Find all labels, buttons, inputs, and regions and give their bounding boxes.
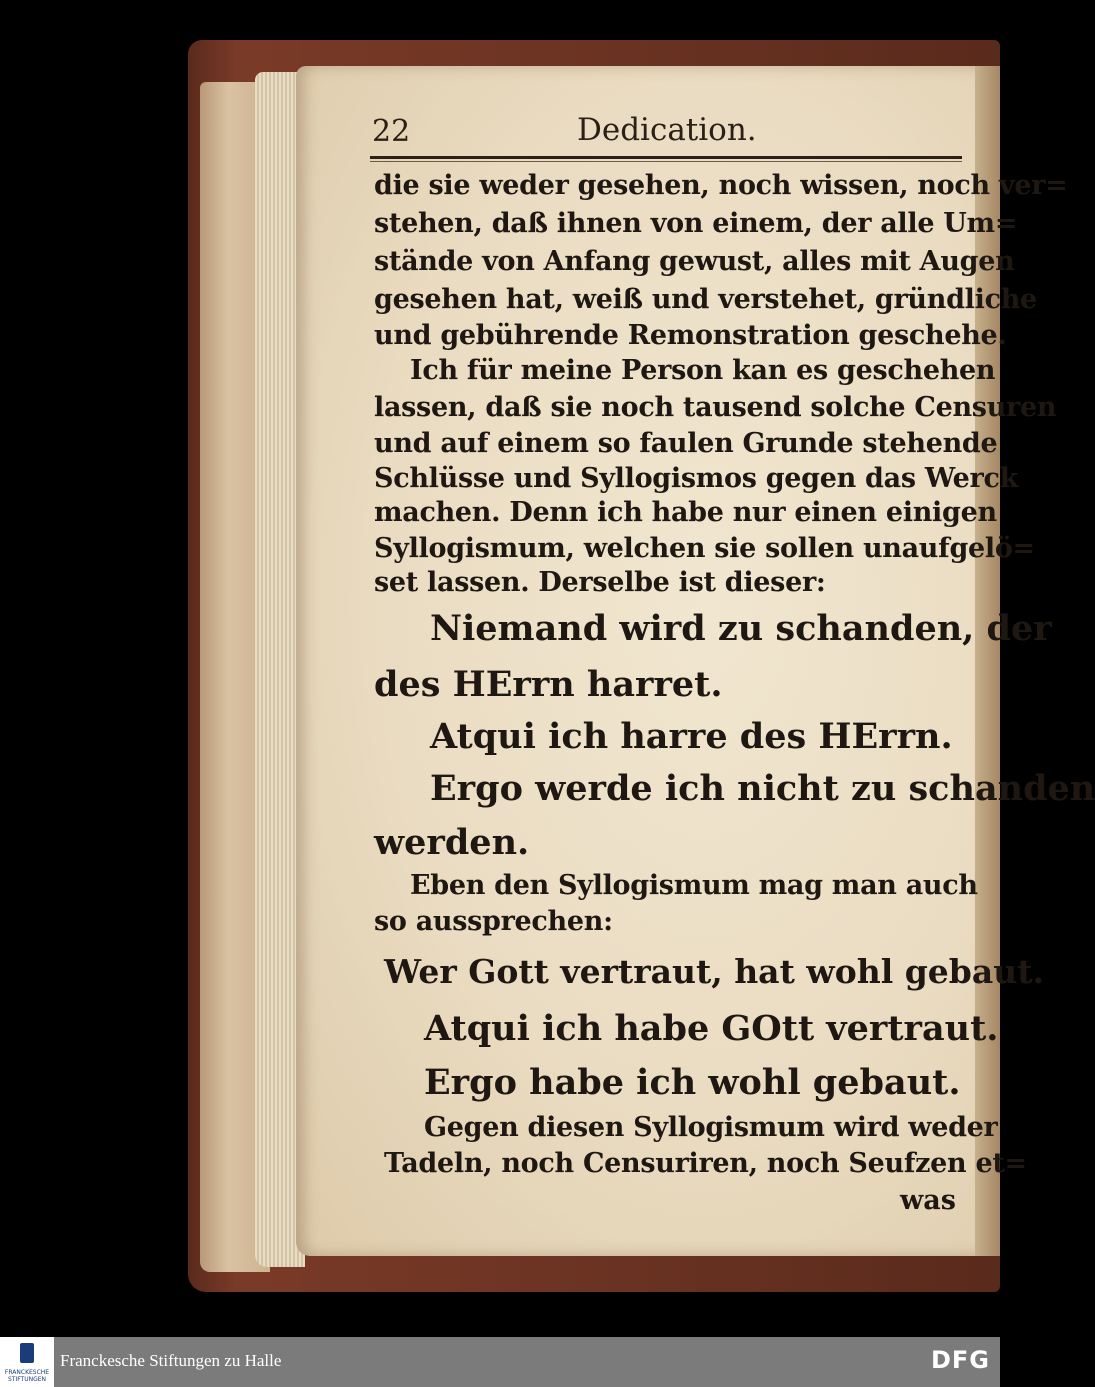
header-rule-thin: [370, 161, 962, 162]
page-number: 22: [372, 114, 411, 149]
body-line: gesehen hat, weiß und verstehet, gründliche: [374, 284, 1037, 315]
catchword: was: [900, 1185, 956, 1216]
body-line: stehen, daß ihnen von einem, der alle Um=: [374, 208, 1018, 239]
body-line: Syllogismum, welchen sie sollen unaufgelö=: [374, 533, 1035, 564]
institution-label[interactable]: Franckesche Stiftungen zu Halle: [60, 1351, 282, 1370]
body-line: so aussprechen:: [374, 906, 613, 937]
syllogism-line: Wer Gott vertraut, hat wohl gebaut.: [384, 952, 1044, 991]
footer-bar: [0, 1337, 1000, 1387]
logo-icon: [20, 1343, 34, 1363]
body-line: Tadeln, noch Censuriren, noch Seufzen et=: [384, 1148, 1027, 1179]
institution-logo[interactable]: [0, 1337, 54, 1387]
running-title: Dedication.: [577, 112, 757, 148]
page-header: [372, 108, 962, 154]
header-rule: [370, 156, 962, 159]
body-line: Ich für meine Person kan es geschehen: [410, 355, 996, 386]
logo-text: FRANCKESCHE STIFTUNGEN: [4, 1369, 50, 1383]
syllogism-line: Atqui ich harre des HErrn.: [430, 716, 953, 757]
syllogism-line: Atqui ich habe GOtt vertraut.: [424, 1008, 999, 1049]
dfg-logo[interactable]: DFG: [930, 1346, 990, 1374]
body-line: machen. Denn ich habe nur einen einigen: [374, 497, 997, 528]
syllogism-line: Ergo habe ich wohl gebaut.: [424, 1062, 961, 1103]
facing-page-edge: [975, 66, 1000, 1256]
body-line: die sie weder gesehen, noch wissen, noch ver=: [374, 170, 1068, 201]
body-line: stände von Anfang gewust, alles mit Augen: [374, 246, 1015, 277]
body-line: und auf einem so faulen Grunde stehende: [374, 428, 998, 459]
body-line: Schlüsse und Syllogismos gegen das Werck: [374, 463, 1018, 494]
syllogism-line: Niemand wird zu schanden, der: [430, 608, 1052, 649]
body-line: und gebührende Remonstration geschehe.: [374, 320, 1007, 351]
syllogism-line: Ergo werde ich nicht zu schanden: [430, 768, 1095, 809]
body-line: set lassen. Derselbe ist dieser:: [374, 567, 826, 598]
syllogism-line: des HErrn harret.: [374, 664, 723, 705]
syllogism-line: werden.: [374, 822, 530, 863]
body-line: Eben den Syllogismum mag man auch: [410, 870, 978, 901]
body-line: Gegen diesen Syllogismum wird weder: [424, 1112, 998, 1143]
body-line: lassen, daß sie noch tausend solche Censuren: [374, 392, 1057, 423]
